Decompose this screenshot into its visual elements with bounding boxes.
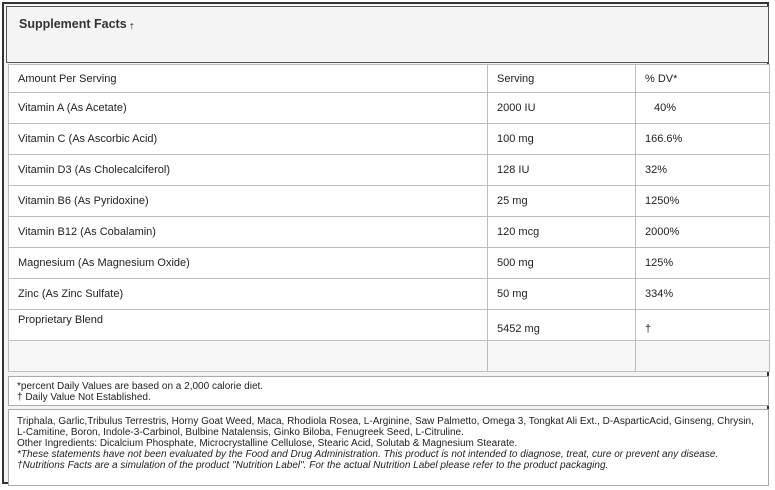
footnotes-box bbox=[8, 376, 769, 406]
nutrient-name: Vitamin B12 (As Cobalamin) bbox=[9, 217, 488, 248]
nutrient-dv: 32% bbox=[636, 155, 770, 186]
title-dagger: † bbox=[129, 22, 135, 31]
simulation-notice: †Nutritions Facts are a simulation of the product "Nutrition Label". For the actual Nutrition Label please refer to the product packaging. bbox=[17, 460, 609, 471]
ingredients-box bbox=[8, 409, 769, 486]
table-row-empty bbox=[9, 341, 770, 372]
nutrient-dv: 2000% bbox=[636, 217, 770, 248]
panel-title-text: Supplement Facts bbox=[19, 17, 127, 31]
facts-table bbox=[8, 64, 770, 372]
nutrient-serving: 5452 mg bbox=[488, 310, 636, 341]
panel-title bbox=[19, 17, 134, 31]
nutrient-serving: 25 mg bbox=[488, 186, 636, 217]
nutrient-dv: 334% bbox=[636, 279, 770, 310]
nutrient-serving: 500 mg bbox=[488, 248, 636, 279]
table-row bbox=[9, 310, 770, 341]
ingredients-list: Triphala, Garlic,Tribulus Terrestris, Horny Goat Weed, Maca, Rhodiola Rosea, L-Arginine, Saw Palmetto, Omega 3, Tongkat Ali Ext., D-AsparticAcid, Ginseng, Chrysin, L-Camitine, Boron, Indole-3-Carbinol, Bulbine Natalensis, Ginko Biloba, Fenugreek Seed, L-Citruline. bbox=[17, 416, 754, 438]
nutrient-dv bbox=[636, 93, 770, 124]
table-row bbox=[9, 217, 770, 248]
empty-cell bbox=[488, 341, 636, 372]
footnote-dagger: † Daily Value Not Established. bbox=[17, 392, 151, 403]
table-row bbox=[9, 186, 770, 217]
nutrient-serving: 120 mcg bbox=[488, 217, 636, 248]
footnote-dv: *percent Daily Values are based on a 2,000 calorie diet. bbox=[17, 381, 264, 392]
table-row bbox=[9, 155, 770, 186]
nutrient-name: Zinc (As Zinc Sulfate) bbox=[9, 279, 488, 310]
other-ingredients: Other Ingredients: Dicalcium Phosphate, Microcrystalline Cellulose, Stearic Acid, Solutab & Magnesium Stearate. bbox=[17, 438, 518, 449]
nutrient-name: Vitamin D3 (As Cholecalciferol) bbox=[9, 155, 488, 186]
nutrient-dv: 166.6% bbox=[636, 124, 770, 155]
header-dv: % DV* bbox=[636, 65, 770, 93]
table-row bbox=[9, 124, 770, 155]
nutrient-dv-value: 40% bbox=[654, 102, 677, 114]
nutrient-serving: 128 IU bbox=[488, 155, 636, 186]
nutrient-name: Vitamin C (As Ascorbic Acid) bbox=[9, 124, 488, 155]
supplement-facts-panel bbox=[2, 2, 769, 484]
nutrient-name: Vitamin A (As Acetate) bbox=[9, 93, 488, 124]
table-row bbox=[9, 93, 770, 124]
table-row bbox=[9, 248, 770, 279]
nutrient-dv: 125% bbox=[636, 248, 770, 279]
header-serving: Serving bbox=[488, 65, 636, 93]
nutrient-dv: 1250% bbox=[636, 186, 770, 217]
nutrient-name: Vitamin B6 (As Pyridoxine) bbox=[9, 186, 488, 217]
table-row bbox=[9, 279, 770, 310]
header-amount-per-serving: Amount Per Serving bbox=[9, 65, 488, 93]
nutrient-name: Magnesium (As Magnesium Oxide) bbox=[9, 248, 488, 279]
fda-disclaimer: *These statements have not been evaluated by the Food and Drug Administration. This product is not intended to diagnose, treat, cure or prevent any disease. bbox=[17, 449, 719, 460]
title-box bbox=[6, 6, 769, 63]
nutrient-serving: 2000 IU bbox=[488, 93, 636, 124]
nutrient-dv: † bbox=[636, 310, 770, 341]
empty-cell bbox=[9, 341, 488, 372]
nutrient-name: Proprietary Blend bbox=[9, 310, 488, 341]
nutrient-serving: 50 mg bbox=[488, 279, 636, 310]
nutrient-serving: 100 mg bbox=[488, 124, 636, 155]
table-header-row bbox=[9, 65, 770, 93]
empty-cell bbox=[636, 341, 770, 372]
